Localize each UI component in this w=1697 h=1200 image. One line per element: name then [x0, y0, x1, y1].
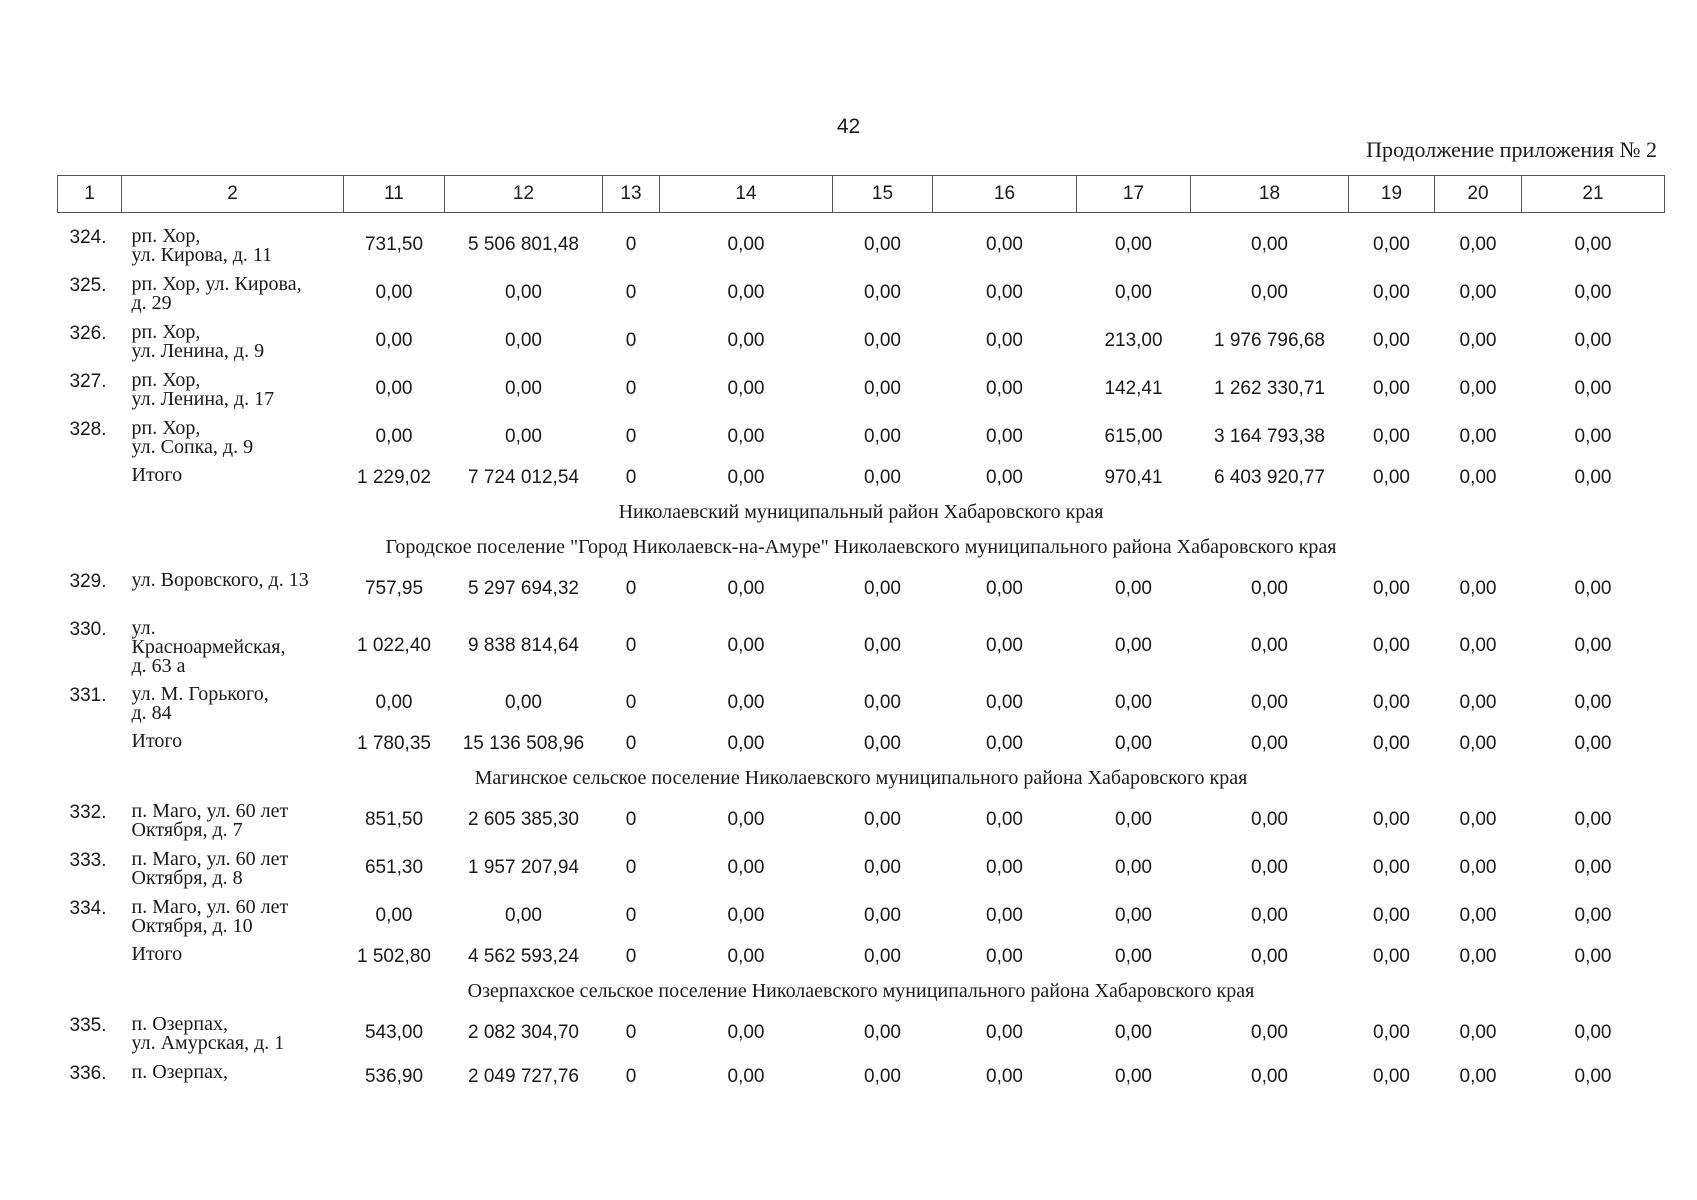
value-cell: 0,00 [864, 635, 901, 656]
value-cell: 0 [625, 809, 637, 830]
value-cell: 0 [625, 905, 637, 926]
table-row [58, 221, 1665, 269]
value-cell: 0,00 [505, 330, 542, 351]
column-header: 15 [833, 176, 933, 213]
column-header: 20 [1435, 176, 1522, 213]
value-cell: 0 [625, 467, 637, 488]
value-cell: 0,00 [1574, 467, 1612, 488]
value-cell: 0,00 [727, 1022, 765, 1043]
column-header: 21 [1522, 176, 1665, 213]
value-cell: 0,00 [505, 905, 542, 926]
value-cell: 0,00 [864, 733, 901, 754]
section-heading-row [58, 761, 1665, 796]
value-cell: 0,00 [1115, 282, 1152, 303]
value-cell: 0,00 [1459, 282, 1497, 303]
value-cell: 0,00 [1251, 692, 1288, 713]
column-header: 13 [603, 176, 660, 213]
value-cell: 0,00 [1373, 635, 1410, 656]
value-cell: 0,00 [1459, 857, 1497, 878]
value-cell: 0,00 [375, 426, 413, 447]
value-cell: 0,00 [1115, 692, 1152, 713]
value-cell: 0,00 [1251, 282, 1288, 303]
value-cell: 0,00 [1115, 1066, 1152, 1087]
total-label: Итого [131, 730, 183, 752]
value-cell: 757,95 [364, 578, 424, 599]
value-cell: 0,00 [1251, 1022, 1288, 1043]
value-cell: 0,00 [1251, 905, 1288, 926]
value-cell: 0,00 [1373, 692, 1410, 713]
value-cell: 651,30 [364, 857, 424, 878]
row-number: 330. [69, 619, 107, 640]
value-cell: 5 506 801,48 [468, 234, 579, 255]
value-cell: 0,00 [1251, 234, 1288, 255]
value-cell: 2 049 727,76 [468, 1066, 579, 1087]
value-cell: 0 [625, 635, 637, 656]
value-cell: 0,00 [1373, 234, 1410, 255]
value-cell: 0 [625, 282, 637, 303]
address-cell: рп. Хор, ул. Кирова, д. 11 [131, 225, 273, 266]
value-cell: 0,00 [1574, 282, 1612, 303]
value-cell: 0,00 [1373, 578, 1410, 599]
row-number: 336. [69, 1063, 107, 1084]
value-cell: 731,50 [364, 234, 424, 255]
value-cell: 0,00 [727, 809, 765, 830]
value-cell: 0,00 [1115, 234, 1152, 255]
value-cell: 0,00 [1373, 946, 1410, 967]
value-cell: 0,00 [986, 946, 1023, 967]
value-cell: 0,00 [1251, 733, 1288, 754]
row-number: 326. [69, 323, 107, 344]
table-row [58, 269, 1665, 317]
value-cell: 9 838 814,64 [468, 635, 579, 656]
appendix-table [57, 175, 1665, 1097]
address-cell: рп. Хор, ул. Кирова, д. 29 [131, 273, 302, 314]
value-cell: 0,00 [1251, 635, 1288, 656]
row-number: 325. [69, 275, 107, 296]
value-cell: 0,00 [1574, 578, 1612, 599]
value-cell: 0,00 [1459, 1066, 1497, 1087]
value-cell: 0,00 [864, 692, 901, 713]
value-cell: 0,00 [727, 282, 765, 303]
value-cell: 2 082 304,70 [468, 1022, 579, 1043]
value-cell: 0,00 [505, 378, 542, 399]
row-number [58, 940, 122, 974]
value-cell: 7 724 012,54 [468, 467, 579, 488]
value-cell: 0,00 [1459, 905, 1497, 926]
value-cell: 970,41 [1104, 467, 1163, 488]
value-cell: 0,00 [986, 809, 1023, 830]
value-cell: 0,00 [727, 426, 765, 447]
value-cell: 0,00 [505, 692, 542, 713]
value-cell: 0,00 [986, 234, 1023, 255]
value-cell: 0,00 [727, 578, 765, 599]
value-cell: 0,00 [986, 426, 1023, 447]
column-header: 14 [660, 176, 833, 213]
value-cell: 0,00 [727, 1066, 765, 1087]
table-row [58, 317, 1665, 365]
value-cell: 0,00 [864, 1066, 901, 1087]
table-row [58, 1057, 1665, 1097]
value-cell: 0 [625, 330, 637, 351]
value-cell: 0,00 [986, 635, 1023, 656]
value-cell: 0,00 [864, 330, 901, 351]
value-cell: 0,00 [986, 378, 1023, 399]
value-cell: 0,00 [864, 467, 901, 488]
value-cell: 0,00 [505, 282, 542, 303]
value-cell: 0,00 [864, 234, 901, 255]
total-row [58, 940, 1665, 974]
value-cell: 0,00 [1115, 946, 1152, 967]
value-cell: 0,00 [986, 467, 1023, 488]
value-cell: 0,00 [1373, 378, 1410, 399]
row-number: 333. [69, 850, 107, 871]
section-heading-row [58, 974, 1665, 1009]
value-cell: 0,00 [1574, 692, 1612, 713]
address-cell: рп. Хор, ул. Ленина, д. 9 [131, 321, 265, 362]
value-cell: 0,00 [1251, 946, 1288, 967]
value-cell: 0,00 [1373, 1022, 1410, 1043]
row-number: 327. [69, 371, 107, 392]
row-number: 335. [69, 1015, 107, 1036]
value-cell: 0,00 [1251, 1066, 1288, 1087]
value-cell: 543,00 [364, 1022, 424, 1043]
value-cell: 615,00 [1104, 426, 1163, 447]
address-cell: рп. Хор, ул. Сопка, д. 9 [131, 417, 254, 458]
spacer-cell [58, 213, 1665, 222]
value-cell: 0,00 [1251, 809, 1288, 830]
value-cell: 3 164 793,38 [1214, 426, 1325, 447]
address-cell: ул. Красноармейская, д. 63 а [131, 617, 286, 677]
value-cell: 0,00 [1574, 234, 1612, 255]
column-header: 19 [1349, 176, 1435, 213]
value-cell: 0,00 [1459, 733, 1497, 754]
value-cell: 0,00 [727, 905, 765, 926]
column-header: 12 [445, 176, 603, 213]
value-cell: 5 297 694,32 [468, 578, 579, 599]
value-cell: 0 [625, 733, 637, 754]
column-header: 11 [344, 176, 445, 213]
value-cell: 536,90 [364, 1066, 424, 1087]
header-spacer [58, 213, 1665, 222]
address-cell: п. Маго, ул. 60 лет Октября, д. 10 [131, 896, 289, 937]
value-cell: 0,00 [1459, 467, 1497, 488]
value-cell: 0,00 [986, 905, 1023, 926]
value-cell: 0,00 [1373, 426, 1410, 447]
row-number: 331. [69, 685, 107, 706]
value-cell: 0,00 [986, 578, 1023, 599]
total-row [58, 461, 1665, 495]
value-cell: 0,00 [727, 946, 765, 967]
section-title: Озерпахское сельское поселение Николаевского муниципального района Хабаровского края [467, 980, 1255, 1002]
total-label: Итого [131, 943, 183, 965]
value-cell: 0,00 [375, 692, 413, 713]
value-cell: 0,00 [1574, 330, 1612, 351]
value-cell: 4 562 593,24 [468, 946, 579, 967]
value-cell: 0,00 [1574, 809, 1612, 830]
total-row [58, 727, 1665, 761]
total-label: Итого [131, 464, 183, 486]
value-cell: 0,00 [1459, 635, 1497, 656]
column-header: 17 [1077, 176, 1191, 213]
value-cell: 0,00 [1373, 809, 1410, 830]
value-cell: 0,00 [864, 809, 901, 830]
value-cell: 0,00 [1115, 635, 1152, 656]
value-cell: 0,00 [864, 426, 901, 447]
table-body [58, 213, 1665, 1098]
value-cell: 0,00 [1574, 905, 1612, 926]
section-title: Городское поселение "Город Николаевск-на-Амуре" Николаевского муниципального района Хабаровского края [385, 536, 1337, 558]
value-cell: 0,00 [1373, 467, 1410, 488]
address-cell: п. Маго, ул. 60 лет Октября, д. 7 [131, 800, 289, 841]
value-cell: 0 [625, 234, 637, 255]
value-cell: 0,00 [1459, 330, 1497, 351]
address-cell: п. Озерпах, ул. Амурская, д. 1 [131, 1013, 285, 1054]
value-cell: 0,00 [1574, 733, 1612, 754]
value-cell: 0,00 [986, 733, 1023, 754]
table-row [58, 613, 1665, 679]
section-title: Николаевский муниципальный район Хабаровского края [618, 501, 1104, 523]
value-cell: 0,00 [1373, 1066, 1410, 1087]
value-cell: 0,00 [375, 378, 413, 399]
value-cell: 0 [625, 378, 637, 399]
value-cell: 1 022,40 [357, 635, 431, 656]
value-cell: 0,00 [864, 282, 901, 303]
value-cell: 0,00 [1574, 426, 1612, 447]
value-cell: 142,41 [1104, 378, 1163, 399]
value-cell: 0,00 [727, 692, 765, 713]
value-cell: 0,00 [986, 282, 1023, 303]
value-cell: 0,00 [505, 426, 542, 447]
value-cell: 213,00 [1104, 330, 1163, 351]
column-header: 16 [933, 176, 1077, 213]
value-cell: 0,00 [1459, 946, 1497, 967]
value-cell: 0,00 [1115, 905, 1152, 926]
table-row [58, 413, 1665, 461]
value-cell: 0 [625, 578, 637, 599]
value-cell: 0,00 [727, 234, 765, 255]
value-cell: 0,00 [1459, 1022, 1497, 1043]
value-cell: 1 976 796,68 [1214, 330, 1325, 351]
value-cell: 1 780,35 [357, 733, 431, 754]
value-cell: 0,00 [864, 378, 901, 399]
value-cell: 0,00 [1459, 809, 1497, 830]
section-title: Магинское сельское поселение Николаевского муниципального района Хабаровского края [474, 767, 1248, 789]
value-cell: 1 262 330,71 [1214, 378, 1325, 399]
address-cell: ул. М. Горького, д. 84 [131, 683, 269, 724]
table-row [58, 365, 1665, 413]
value-cell: 1 957 207,94 [468, 857, 579, 878]
address-cell: рп. Хор, ул. Ленина, д. 17 [131, 369, 275, 410]
row-number [58, 727, 122, 761]
value-cell: 0,00 [1574, 1066, 1612, 1087]
value-cell: 0,00 [986, 692, 1023, 713]
value-cell: 0,00 [727, 635, 765, 656]
value-cell: 0 [625, 1066, 637, 1087]
row-number: 329. [69, 571, 107, 592]
value-cell: 0,00 [1373, 330, 1410, 351]
section-heading-row [58, 495, 1665, 530]
row-number: 328. [69, 419, 107, 440]
value-cell: 2 605 385,30 [468, 809, 579, 830]
value-cell: 1 229,02 [357, 467, 431, 488]
value-cell: 0,00 [1574, 946, 1612, 967]
value-cell: 0,00 [727, 733, 765, 754]
value-cell: 0,00 [864, 1022, 901, 1043]
column-header: 2 [122, 176, 344, 213]
page-number: 42 [836, 115, 861, 138]
value-cell: 0,00 [727, 378, 765, 399]
value-cell: 0,00 [1574, 857, 1612, 878]
table-row [58, 892, 1665, 940]
value-cell: 0,00 [375, 330, 413, 351]
value-cell: 0,00 [1373, 905, 1410, 926]
value-cell: 0,00 [864, 857, 901, 878]
address-cell: п. Маго, ул. 60 лет Октября, д. 8 [131, 848, 289, 889]
section-heading-row [58, 530, 1665, 565]
address-cell: п. Озерпах, [131, 1061, 229, 1083]
value-cell: 0 [625, 692, 637, 713]
table-header [58, 176, 1665, 213]
value-cell: 0,00 [727, 330, 765, 351]
value-cell: 0,00 [1373, 857, 1410, 878]
column-number-row [58, 176, 1665, 213]
value-cell: 0,00 [1373, 282, 1410, 303]
value-cell: 0,00 [375, 282, 413, 303]
value-cell: 0,00 [1115, 733, 1152, 754]
row-number: 334. [69, 898, 107, 919]
value-cell: 0,00 [864, 578, 901, 599]
value-cell: 0,00 [727, 467, 765, 488]
value-cell: 0 [625, 1022, 637, 1043]
value-cell: 0 [625, 857, 637, 878]
value-cell: 0,00 [727, 857, 765, 878]
value-cell: 0,00 [1115, 1022, 1152, 1043]
value-cell: 0,00 [1574, 1022, 1612, 1043]
value-cell: 0,00 [1459, 426, 1497, 447]
value-cell: 0,00 [1115, 809, 1152, 830]
value-cell: 6 403 920,77 [1214, 467, 1325, 488]
value-cell: 0,00 [986, 1066, 1023, 1087]
value-cell: 0,00 [1251, 857, 1288, 878]
row-number [58, 461, 122, 495]
value-cell: 0 [625, 946, 637, 967]
column-header: 18 [1191, 176, 1349, 213]
value-cell: 0,00 [375, 905, 413, 926]
value-cell: 0,00 [1574, 378, 1612, 399]
value-cell: 0,00 [986, 857, 1023, 878]
value-cell: 0,00 [864, 946, 901, 967]
row-number: 324. [69, 227, 107, 248]
value-cell: 0,00 [1373, 733, 1410, 754]
column-header: 1 [58, 176, 122, 213]
value-cell: 0 [625, 426, 637, 447]
value-cell: 0,00 [1459, 378, 1497, 399]
value-cell: 1 502,80 [357, 946, 431, 967]
address-cell: ул. Воровского, д. 13 [131, 569, 309, 591]
value-cell: 0,00 [1115, 857, 1152, 878]
value-cell: 0,00 [864, 905, 901, 926]
value-cell: 15 136 508,96 [462, 733, 585, 754]
value-cell: 0,00 [1251, 578, 1288, 599]
value-cell: 0,00 [1459, 234, 1497, 255]
table-row [58, 1009, 1665, 1057]
table-row [58, 679, 1665, 727]
value-cell: 0,00 [1115, 578, 1152, 599]
value-cell: 0,00 [1574, 635, 1612, 656]
table-row [58, 565, 1665, 613]
table-row [58, 796, 1665, 844]
value-cell: 851,50 [364, 809, 424, 830]
value-cell: 0,00 [1459, 692, 1497, 713]
row-number: 332. [69, 802, 107, 823]
value-cell: 0,00 [1459, 578, 1497, 599]
table-row [58, 844, 1665, 892]
value-cell: 0,00 [986, 1022, 1023, 1043]
value-cell: 0,00 [986, 330, 1023, 351]
appendix-continuation-label: Продолжение приложения № 2 [1366, 137, 1657, 162]
